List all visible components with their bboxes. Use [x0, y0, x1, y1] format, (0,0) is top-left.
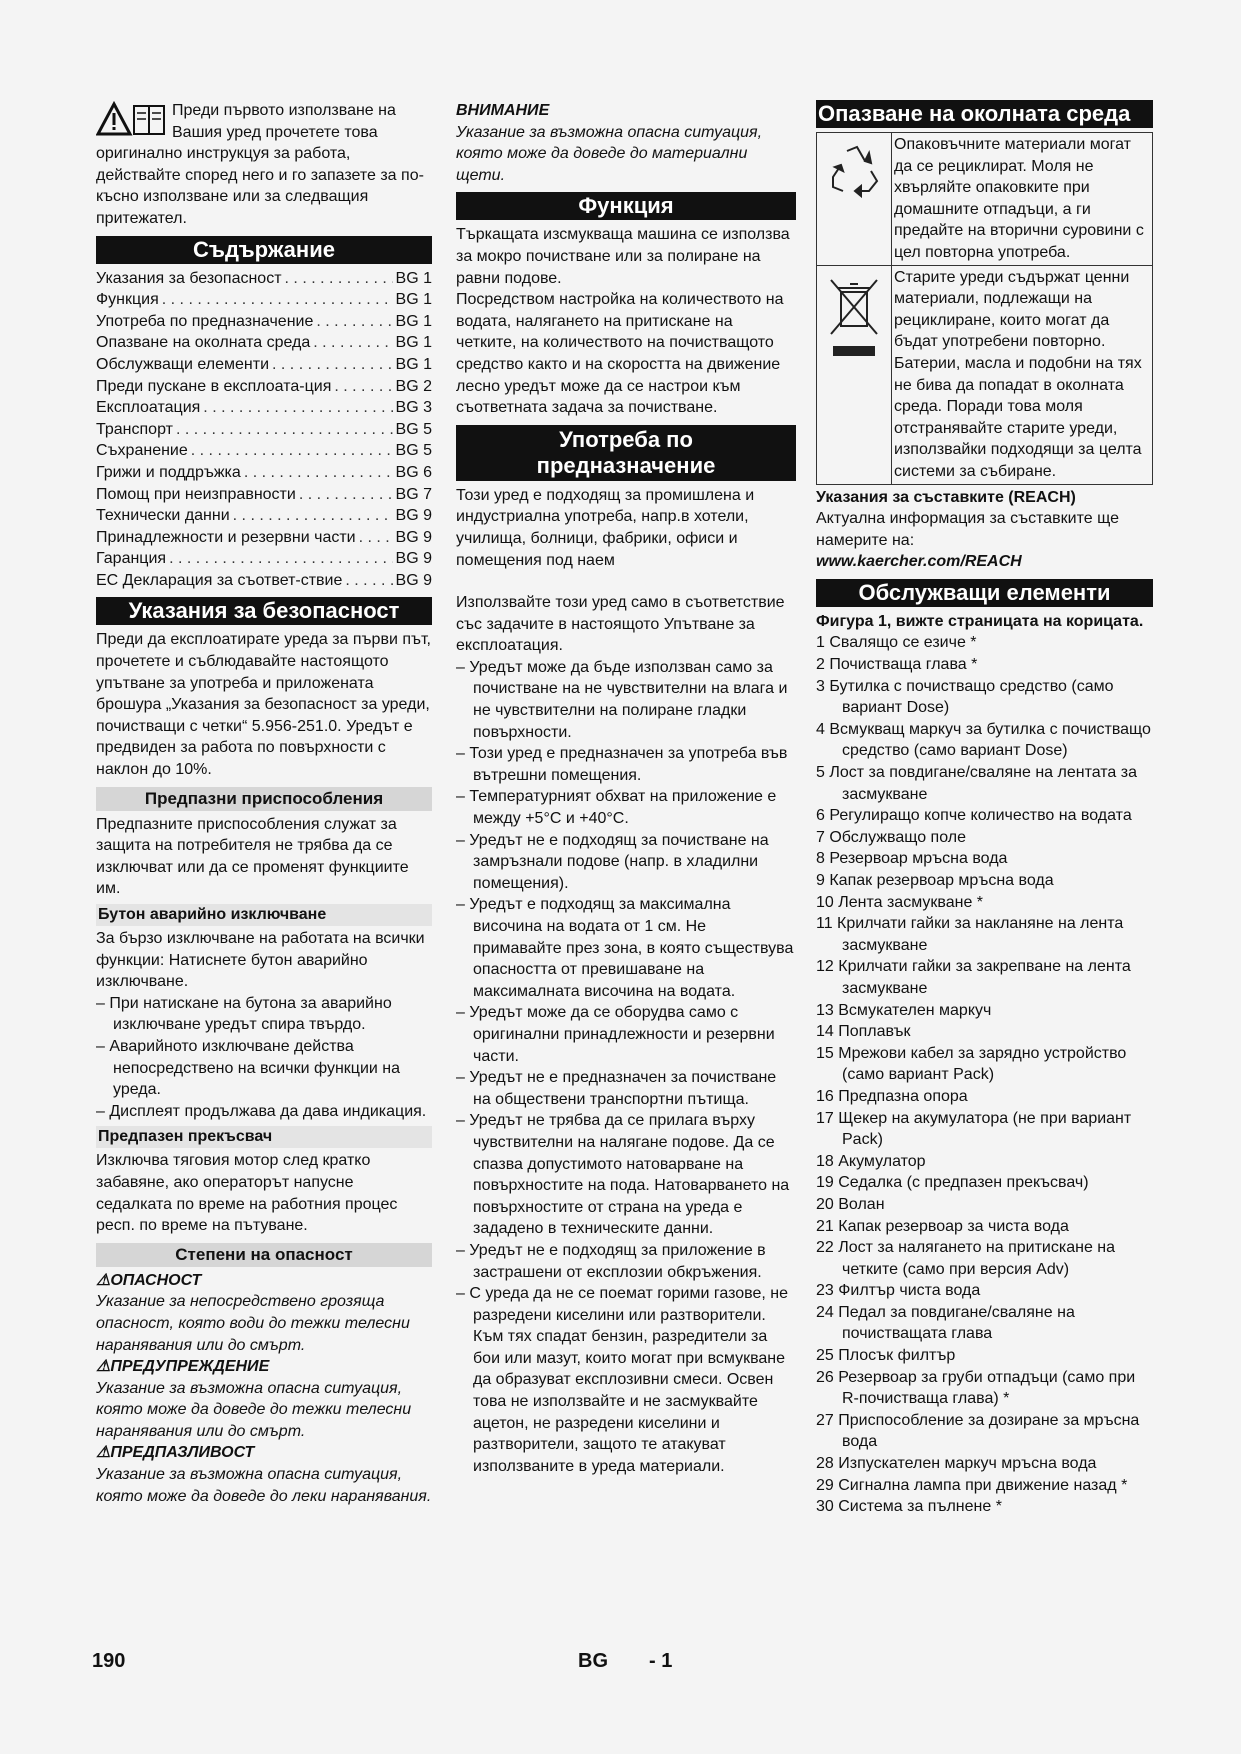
list-item: 9 Капак резервоар мръсна вода	[816, 872, 1054, 889]
toc-item-label: Принадлежности и резервни части	[96, 528, 356, 546]
intro-text: оригинално инструкцуя за работа, действайте според него и го запазете за по-късно използване или за следващия притежател.	[96, 145, 424, 227]
toc-item[interactable]	[96, 462, 432, 484]
toc-item-label: Гаранция	[96, 550, 167, 568]
column-middle	[456, 100, 796, 1477]
estop-heading: Бутон аварийно изключване	[96, 904, 432, 926]
list-item: 27 Приспособление за дозиране за мръсна вода	[816, 1411, 1140, 1451]
toc-dot-leader	[316, 311, 392, 333]
table-row	[817, 266, 1152, 484]
list-item: 11 Крилчати гайки за накланяне на лента засмукване	[816, 915, 1124, 954]
estop-text: За бързо изключване на работата на всички функции: Натиснете бутон аварийно изключване.	[96, 930, 425, 991]
toc-item[interactable]	[96, 419, 432, 441]
intended-use-text-1: Този уред е подходящ за промишлена и индустриална употреба, напр.в хотели, училища, болници, фабрики, офиси и помещения под наем	[456, 486, 755, 569]
toc-dot-leader	[162, 289, 393, 311]
list-item: 28 Изпускателен маркуч мръсна вода	[816, 1455, 1097, 1473]
table-row	[817, 133, 1152, 266]
list-item: 2 Почистваща глава *	[816, 656, 978, 674]
list-item: 10 Лента засмукване *	[816, 893, 984, 911]
safety-heading: Указания за безопасност	[96, 597, 432, 625]
list-item: 19 Седалка (с предпазен прекъсвач)	[816, 1174, 1089, 1192]
danger-text: Указание за непосредствено грозяща опасност, която води до тежки телесни наранявания или до смърт.	[96, 1293, 410, 1354]
toc-item[interactable]	[96, 354, 432, 376]
recycle-icon	[817, 133, 892, 265]
danger-title: ⚠ОПАСНОСТ	[96, 1271, 202, 1289]
toc-item-page: BG 3	[395, 399, 432, 417]
toc-item-page: BG 5	[395, 442, 432, 460]
toc-item-label: ЕС Декларация за съответ-ствие	[96, 571, 343, 589]
list-item: 16 Предпазна опора	[816, 1087, 968, 1105]
toc-dot-leader	[299, 484, 393, 506]
toc-item-page: BG 1	[395, 312, 432, 330]
toc-item-page: BG 9	[395, 528, 432, 546]
attention-text: Указание за възможна опасна ситуация, която може да доведе до материални щети.	[456, 123, 763, 184]
function-heading: Функция	[456, 192, 796, 220]
list-item: – Уредът може да се оборудва само с оригинални принадлежности и резервни части.	[456, 1004, 775, 1065]
toc-item[interactable]	[96, 570, 432, 592]
page-number: 190	[92, 1650, 126, 1672]
toc-item[interactable]	[96, 332, 432, 354]
warning-title: ⚠ПРЕДУПРЕЖДЕНИЕ	[96, 1358, 270, 1376]
controls-intro: Фигура 1, вижте страницата на корицата.	[816, 612, 1144, 630]
toc-dot-leader	[233, 505, 393, 527]
switch-heading: Предпазен прекъсвач	[96, 1126, 432, 1148]
toc-dot-leader	[244, 462, 393, 484]
toc-item[interactable]	[96, 440, 432, 462]
list-item: 15 Мрежови кабел за зарядно устройство (само вариант Pack)	[816, 1044, 1127, 1084]
toc-item-page: BG 6	[395, 463, 432, 481]
warning-triangle-icon: ⚠	[96, 1271, 111, 1289]
toc-item[interactable]	[96, 268, 432, 290]
list-item: – Уредът не трябва да се прилага върху чувствителни на налягане подове. Да се спазва допустимото натоварване на повърхностите на пода. Натоварването на повърхностите от страна на уреда е зададено в техническите данни.	[456, 1112, 790, 1238]
list-item: – Дисплеят продължава да дава индикация.	[96, 1102, 427, 1120]
caution-title: ⚠ПРЕДПАЗЛИВОСТ	[96, 1444, 255, 1462]
section-page: - 1	[649, 1650, 673, 1672]
toc-item-label: Преди пускане в експлоата-ция	[96, 377, 332, 395]
column-right	[816, 100, 1153, 1518]
controls-heading: Обслужващи елементи	[816, 579, 1153, 607]
toc-heading: Съдържание	[96, 236, 432, 264]
toc-item[interactable]	[96, 376, 432, 398]
toc-item-label: Транспорт	[96, 420, 173, 438]
toc-item-label: Употреба по предназначение	[96, 312, 314, 330]
function-text-1: Търкащата изсмукваща машина се използва за мокро почистване или за полиране на равни подове.	[456, 226, 790, 287]
toc-item-page: BG 1	[395, 355, 432, 373]
toc-dot-leader	[272, 354, 393, 376]
list-item: 26 Резервоар за груби отпадъци (само при R-почистваща глава) *	[816, 1368, 1136, 1408]
toc-item-page: BG 9	[395, 550, 432, 568]
hazard-heading: Степени на опасност	[96, 1243, 432, 1267]
intro-line-1: Преди първото използване на	[172, 102, 396, 119]
toc-dot-leader	[313, 332, 392, 354]
list-item: – Температурният обхват на приложение е между +5°C и +40°C.	[456, 788, 777, 828]
toc-item-label: Обслужващи елементи	[96, 355, 270, 373]
toc-item-label: Опазване на околната среда	[96, 334, 311, 352]
toc-item-label: Указания за безопасност	[96, 269, 282, 287]
list-item: 18 Акумулатор	[816, 1152, 926, 1170]
list-item: – Уредът е подходящ за максимална височина на водата от 1 см. Не примавайте през зона, в която съществува опасността от превишаване на максималната височина на водата.	[456, 896, 794, 1000]
toc-dot-leader	[345, 570, 392, 592]
list-item: – С уреда да не се поемат горими газове, не разредени киселини или разтворители.	[456, 1285, 788, 1324]
list-item: 22 Лост за налягането на притискане на четките (само при версия Adv)	[816, 1239, 1116, 1278]
toc-item-page: BG 5	[395, 420, 432, 438]
toc-dot-leader	[334, 376, 392, 398]
warning-triangle-icon: ⚠	[96, 1444, 111, 1462]
toc-item-label: Експлоатация	[96, 399, 201, 417]
toc-dot-leader	[359, 527, 393, 549]
toc-item[interactable]	[96, 397, 432, 419]
toc-item[interactable]	[96, 548, 432, 570]
list-item: 8 Резервоар мръсна вода	[816, 850, 1008, 868]
environment-text-2: Старите уреди съдържат ценни материали, подлежащи на рециклиране, които могат да бъдат употребени повторно. Батерии, масла и подобни на тях не бива да попадат в околната среда. Поради това моля отстранявайте старите уреди, използвайки подходящи за целта системи за събиране.	[894, 268, 1142, 480]
protective-text: Предпазните приспособления служат за защита на потребителя не трябва да се изключват или да се променят функциите им.	[96, 815, 409, 898]
list-item: 13 Всмукателен маркуч	[816, 1001, 992, 1019]
environment-heading: Опазване на околната среда	[816, 100, 1153, 128]
list-item: 24 Педал за повдигане/сваляне на почистващата глава	[816, 1303, 1075, 1343]
safety-text: Преди да експлоатирате уреда за първи път, прочетете и съблюдавайте настоящото упътване за употреба и приложената брошура „Указания за безопасност за уреди, почистващи с четки“ 5.956-251.0. Уредът е предвиден за работа по повърхности с наклон до 10%.	[96, 631, 431, 779]
list-item: 6 Регулиращо копче количество на водата	[816, 807, 1132, 825]
list-item: 14 Поплавък	[816, 1023, 911, 1041]
list-item: – Аварийното изключване действа непосредствено на всички функции на уреда.	[96, 1037, 400, 1099]
crossed-bin-icon	[817, 266, 892, 484]
toc-item-page: BG 9	[395, 571, 432, 589]
environment-table	[816, 132, 1153, 485]
list-item: 20 Волан	[816, 1195, 885, 1213]
switch-text: Изключва тяговия мотор след кратко забавяне, ако операторът напусне седалката по време на работния процес респ. по време на пътуване.	[96, 1152, 398, 1235]
list-item: 1 Свалящо се езиче *	[816, 634, 977, 652]
toc-item-label: Съхранение	[96, 442, 188, 460]
list-item: 21 Капак резервоар за чиста вода	[816, 1217, 1069, 1235]
language-code: BG	[578, 1650, 608, 1672]
intended-use-text-2: Използвайте този уред само в съответствие със задачите в настоящото Упътване за експлоатация.	[456, 594, 785, 655]
reach-title: Указания за съставките (REACH)	[816, 488, 1076, 506]
reach-text: Актуална информация за съставките ще намерите на:	[816, 510, 1119, 549]
list-item: – При натискане на бутона за аварийно изключване уредът спира твърдо.	[96, 994, 392, 1034]
list-item: – Уредът не е подходящ за приложение в застрашени от експлозии обкръжения.	[456, 1241, 766, 1281]
list-item: 29 Сигнална лампа при движение назад *	[816, 1476, 1128, 1494]
intro-line-2: Вашия уред прочетете това	[172, 123, 378, 141]
toc-item[interactable]	[96, 289, 432, 311]
attention-title: ВНИМАНИЕ	[456, 102, 550, 119]
list-item: 23 Филтър чиста вода	[816, 1282, 981, 1300]
list-item: – Уредът не е подходящ за почистване на замръзнали подове (напр. в хладилни помещения).	[456, 831, 769, 892]
list-item: 25 Плосък филтър	[816, 1347, 956, 1365]
toc-dot-leader	[169, 548, 392, 570]
intended-use-heading: Употреба по предназначение	[456, 425, 796, 481]
toc-item-label: Грижи и поддръжка	[96, 463, 241, 481]
column-left	[96, 100, 432, 1507]
warning-triangle-icon: ⚠	[96, 1358, 111, 1376]
toc-item-page: BG 2	[395, 377, 432, 395]
intended-use-extra: Към тях спадат бензин, разредители за бои или мазут, които могат при всмукване да образуват експлозивни смеси. Освен това не използвайте и не засмуквайте ацетон, не разредени киселини и разтворители, защото те атакуват използваните в уреда материали.	[473, 1328, 786, 1475]
intended-use-list	[456, 657, 796, 1326]
list-item: 17 Щекер на акумулатора (не при вариант Pack)	[816, 1109, 1132, 1149]
list-item: – Този уред е предназначен за употреба във вътрешни помещения.	[456, 745, 788, 784]
table-of-contents	[96, 268, 432, 592]
toc-dot-leader	[285, 268, 393, 290]
toc-dot-leader	[176, 419, 393, 441]
toc-dot-leader	[203, 397, 392, 419]
function-text-2: Посредством настройка на количеството на водата, налягането на притискане на четките, на количеството на почистващото средство както и на скоростта на движение лесно уредът може да се настрои към съответната задача за почистване.	[456, 291, 784, 417]
warning-book-icon	[96, 100, 168, 140]
toc-item-label: Помощ при неизправности	[96, 485, 296, 503]
warning-text: Указание за възможна опасна ситуация, която може да доведе до тежки телесни наранявания или до смърт.	[96, 1379, 412, 1440]
reach-link[interactable]: www.kaercher.com/REACH	[816, 553, 1022, 571]
toc-item[interactable]	[96, 527, 432, 549]
toc-item-label: Функция	[96, 291, 159, 309]
toc-item-page: BG 9	[395, 507, 432, 525]
toc-dot-leader	[191, 440, 393, 462]
list-item: 5 Лост за повдигане/сваляне на лентата за засмукване	[816, 764, 1137, 803]
toc-item-page: BG 1	[395, 334, 432, 352]
toc-item-page: BG 7	[395, 485, 432, 503]
toc-item[interactable]	[96, 311, 432, 333]
toc-item-page: BG 1	[395, 269, 432, 287]
list-item: 4 Всмукващ маркуч за бутилка с почистващо средство (само вариант Dose)	[816, 720, 1151, 760]
list-item: 12 Крилчати гайки за закрепване на лента засмукване	[816, 958, 1131, 997]
intro-block	[96, 100, 432, 230]
toc-item-page: BG 1	[395, 291, 432, 309]
list-item: 7 Обслужващо поле	[816, 828, 966, 846]
toc-item-label: Технически данни	[96, 507, 230, 525]
list-item: – Уредът може да бъде използван само за почистване на не чувствителни на влага и не чувствителни на полиране гладки повърхности.	[456, 658, 788, 741]
caution-text: Указание за възможна опасна ситуация, която може да доведе до леки наранявания.	[96, 1466, 432, 1505]
toc-item[interactable]	[96, 505, 432, 527]
list-item: – Уредът не е предназначен за почистване на обществени транспортни пътища.	[456, 1069, 777, 1108]
controls-list	[816, 632, 1153, 1517]
list-item: 30 Система за пълнене *	[816, 1498, 1002, 1516]
environment-text-1: Опаковъчните материали могат да се рециклират. Моля не хвърляйте опаковките при домашните отпадъци, а ги предайте на вторични суровини с цел повторна употреба.	[894, 136, 1144, 261]
toc-item[interactable]	[96, 484, 432, 506]
list-item: 3 Бутилка с почистващо средство (само вариант Dose)	[816, 677, 1114, 717]
protective-heading: Предпазни приспособления	[96, 787, 432, 811]
